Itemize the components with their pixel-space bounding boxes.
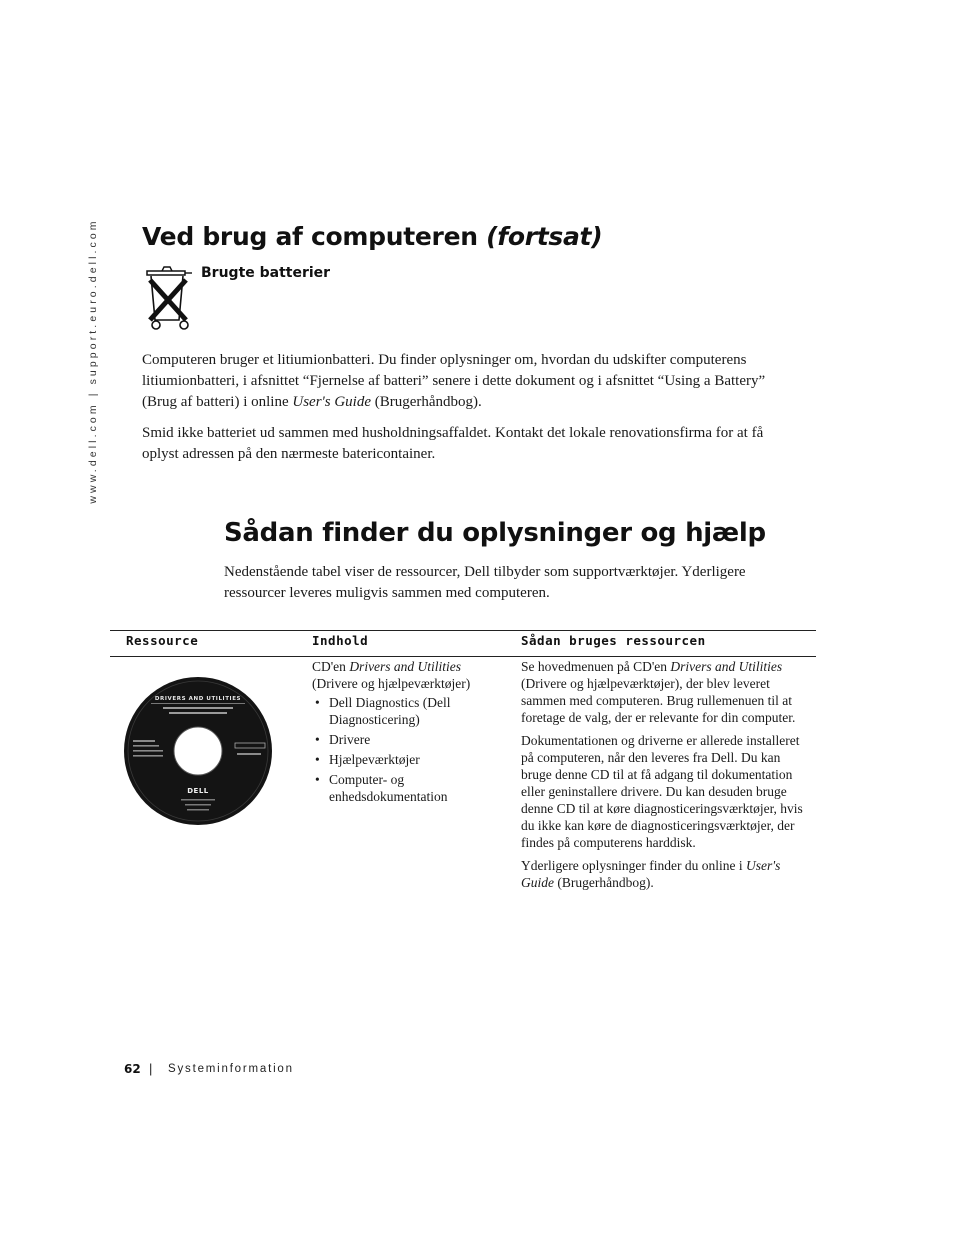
column-header-resource: Ressource bbox=[126, 633, 199, 648]
section-title-suffix: (fortsat) bbox=[486, 222, 603, 251]
column-header-usage: Sådan bruges ressourcen bbox=[521, 633, 706, 648]
usage-paragraph-3 bbox=[521, 857, 806, 891]
usage-paragraph-3-start: Yderligere oplysninger finder du online i bbox=[521, 858, 746, 873]
battery-paragraph-2: Smid ikke batteriet ud sammen med husholdningsaffaldet. Kontakt det lokale renovationsfirma for at få oplyst adressen på den nærmeste batericontainer. bbox=[142, 425, 764, 462]
battery-paragraph-1 bbox=[142, 350, 802, 413]
users-guide-title: User's Guide bbox=[292, 394, 371, 410]
users-guide-title: User's Guide bbox=[521, 858, 781, 890]
battery-paragraph-1-end: (Brugerhåndbog). bbox=[371, 394, 482, 410]
sidebar-url-text: www.dell.com | support.euro.dell.com bbox=[87, 218, 99, 504]
footer-separator: | bbox=[149, 1061, 153, 1076]
list-item: • Dell Diagnostics (Dell Diagnosticering) bbox=[312, 694, 502, 728]
list-item: • Drivere bbox=[312, 731, 502, 748]
sidebar-url bbox=[84, 218, 102, 504]
list-item: • Hjælpeværktøjer bbox=[312, 751, 502, 768]
column-header-content: Indhold bbox=[312, 633, 369, 648]
usage-paragraph-1-start: Se hovedmenuen på CD'en bbox=[521, 659, 671, 674]
section-title-main: Ved brug af computeren bbox=[142, 222, 478, 251]
content-bullet-list bbox=[312, 694, 502, 805]
content-cell bbox=[312, 658, 502, 808]
crossed-out-bin-icon bbox=[146, 266, 194, 332]
content-description bbox=[312, 658, 502, 692]
cd-title-italic: Drivers and Utilities bbox=[670, 659, 783, 674]
footer-section-label: Systeminformation bbox=[168, 1063, 294, 1075]
page-number: 62 bbox=[124, 1062, 141, 1076]
drivers-utilities-cd-image bbox=[123, 676, 273, 826]
list-item: • Computer- og enhedsdokumentation bbox=[312, 771, 502, 805]
table-header-rule bbox=[110, 656, 816, 657]
usage-paragraph-2: Dokumentationen og driverne er allerede installeret på computeren, når den leveres fra Dell. Du kan bruge denne CD til at få adgang til dokumentation eller geninstallere drivere. Du kan desuden bruge denne CD til at køre diagnosticeringsværktøjer, hvis du ikke kan køre de diagnosticeringsværktøjer, der findes på computerens harddisk. bbox=[521, 733, 803, 850]
help-intro-paragraph: Nedenstående tabel viser de ressourcer, Dell tilbyder som supportværktøjer. Yderligere ressourcer leveres muligvis sammen med computeren. bbox=[224, 564, 746, 601]
battery-subheading: Brugte batterier bbox=[201, 265, 331, 281]
help-section-title: Sådan finder du oplysninger og hjælp bbox=[224, 518, 766, 548]
usage-paragraph-1 bbox=[521, 658, 806, 726]
usage-paragraph-1-end: (Drivere og hjælpeværktøjer), der blev leveret sammen med computeren. Brug rullemenuen til at foretage de valg, der er relevante for din computer. bbox=[521, 676, 796, 725]
usage-paragraph-3-end: (Brugerhåndbog). bbox=[554, 875, 654, 890]
usage-cell bbox=[521, 658, 806, 897]
cd-label-title: DRIVERS AND UTILITIES bbox=[154, 696, 242, 702]
battery-paragraph-1-text: Computeren bruger et litiumionbatteri. Du finder oplysninger om, hvordan du udskifter computerens litiumionbatteri, i afsnittet “Fjernelse af batteri” senere i dette dokument og i afsnittet “Using a Battery” (Brug af batteri) i online bbox=[142, 352, 766, 410]
cd-title-italic: Drivers and Utilities bbox=[349, 659, 462, 674]
table-top-rule bbox=[110, 630, 816, 631]
cd-brand-logo: DELL bbox=[187, 787, 209, 795]
content-description-end: (Drivere og hjælpeværktøjer) bbox=[312, 676, 471, 691]
section-title bbox=[142, 222, 602, 251]
content-description-start: CD'en bbox=[312, 659, 350, 674]
